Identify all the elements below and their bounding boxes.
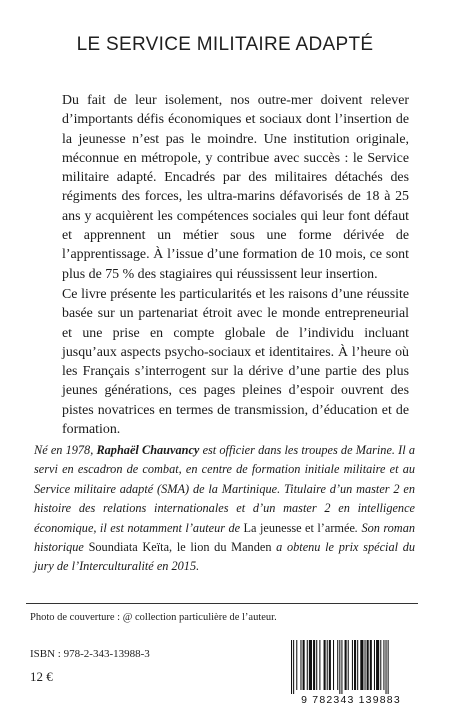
bio-novel-intro: . Son roman historique [34,520,415,555]
book-title: LE SERVICE MILITAIRE ADAPTÉ [76,34,374,55]
barcode-digits: 9 782343 139883 [285,694,417,706]
divider-line [26,603,418,604]
photo-credit: Photo de couverture : @ collection particulière de l’auteur. [30,612,277,623]
bio-award: a obtenu le prix spécial du jury de l’Interculturalité en 2015. [34,540,415,574]
price-label: 12 € [30,669,53,684]
bio-intro: Né en 1978, [34,443,97,457]
book-title-reference-1: La jeunesse et l’armée [243,520,355,535]
book-title-reference-2: Soundiata Keïta, le lion du Manden [88,540,272,555]
author-name: Raphaël Chauvancy [96,443,200,457]
bio-career: est officier dans les troupes de Marine. Il a servi en escadron de combat, en centre de formation initiale militaire et au Service militaire adapté (SMA) de la Martinique. Titulaire d’un master 2 en histoire des relations internationales et d’un master 2 en intelligence économique, il est notamment l’auteur de [34,443,415,535]
isbn-label: ISBN : 978-2-343-13988-3 [30,648,150,660]
back-cover-blurb [62,91,409,439]
blurb-paragraph-1: Du fait de leur isolement, nos outre-mer doivent relever d’importants défis économiques et sociaux dont l’insertion de la jeunesse n’est pas le moindre. Une institution originale, méconnue en métropole, y contribue avec succès : le Service militaire adapté. Encadrés par des militaires détachés des régiments des forces, les ultra-marins défavorisés de 18 à 25 ans y acquièrent les compétences sociales qui leur font défaut et apprennent un métier sous une forme dérivée de l’apprentissage. À l’issue d’une formation de 10 mois, ce sont plus de 75 % des stagiaires qui réussissent leur insertion. [62,93,409,282]
author-bio [34,441,415,577]
blurb-paragraph-2: Ce livre présente les particularités et les raisons d’une réussite basée sur un partenariat étroit avec le monde entrepreneurial et une prise en compte globale de l’individu incluant jusqu’aux aspects psycho-sociaux et identitaires. À l’heure où les Français s’interrogent sur la dérive d’une partie des plus jeunes générations, ces pages pleines d’espoir ouvrent des pistes novatrices en termes de transmission, d’éducation et de formation. [62,286,409,438]
